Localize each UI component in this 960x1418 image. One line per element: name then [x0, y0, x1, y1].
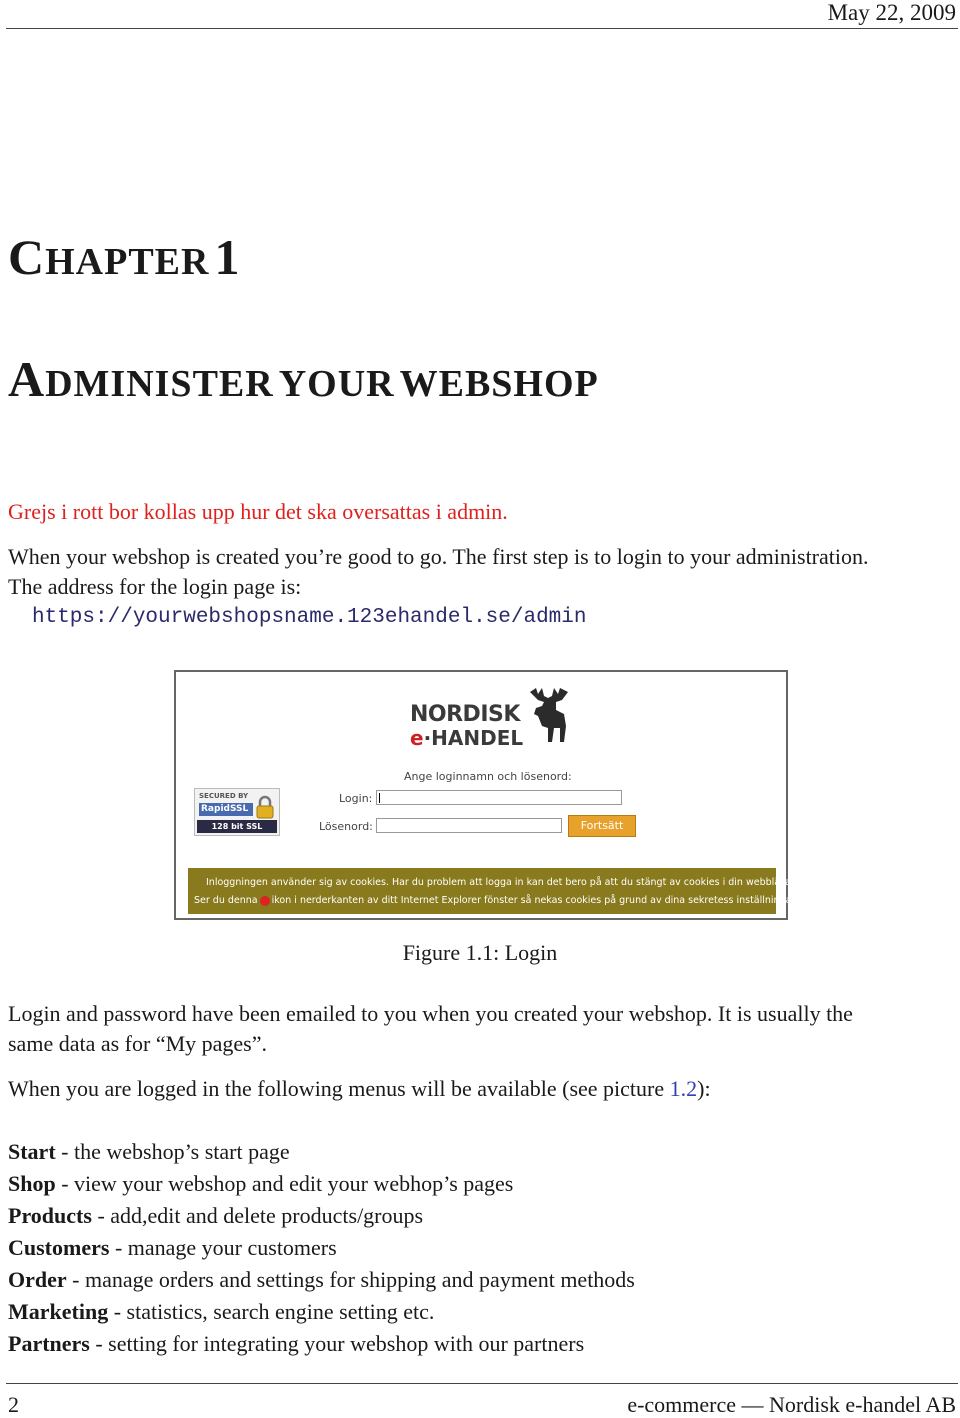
- menu-item-marketing: Marketing - statistics, search engine setting etc.: [8, 1299, 435, 1324]
- login-url[interactable]: https://yourwebshopsname.123ehandel.se/admin: [32, 606, 587, 629]
- chapter-heading: CHAPTER 1: [8, 229, 241, 285]
- rapidssl-badge: SECURED BY RapidSSL 128 bit SSL Security: [194, 788, 280, 836]
- blocked-cookie-icon: [260, 896, 270, 906]
- login-label: Login:: [339, 792, 373, 805]
- intro-paragraph-line1: When your webshop is created you’re good to go. The first step is to login to your administration.: [8, 544, 869, 569]
- menu-item-products: Products - add,edit and delete products/groups: [8, 1203, 424, 1228]
- credentials-paragraph-line1: Login and password have been emailed to you when you created your webshop. It is usually the: [8, 1001, 853, 1026]
- continue-button[interactable]: Fortsätt: [568, 815, 636, 837]
- intro-paragraph-line2: The address for the login page is:: [8, 574, 302, 599]
- password-label: Lösenord:: [319, 820, 373, 833]
- password-input[interactable]: [376, 818, 562, 833]
- menu-item-order: Order - manage orders and settings for shipping and payment methods: [8, 1267, 635, 1292]
- login-prompt: Ange loginnamn och lösenord:: [404, 770, 572, 783]
- cookie-notice-line2: Ser du denna ikon i nerderkanten av ditt Internet Explorer fönster så nekas cookies på grund av dina sekretess inställningar: [194, 895, 796, 906]
- menu-item-start: Start - the webshop’s start page: [8, 1139, 290, 1164]
- menu-item-shop: Shop - view your webshop and edit your webhop’s pages: [8, 1171, 514, 1196]
- nordisk-ehandel-logo: NORDISK e·HANDEL: [410, 686, 570, 748]
- running-footer: e-commerce — Nordisk e-handel AB: [627, 1392, 956, 1417]
- menu-item-partners: Partners - setting for integrating your webshop with our partners: [8, 1331, 585, 1356]
- login-screenshot-figure: [174, 670, 804, 920]
- menus-intro: When you are logged in the following menus will be available (see picture 1.2):: [8, 1076, 711, 1101]
- header-rule: [6, 28, 958, 29]
- cookie-notice-line1: Inloggningen använder sig av cookies. Har du problem att logga in kan det bero på att du stängt av cookies i din webbläsare.: [206, 877, 804, 888]
- figure-caption: Figure 1.1: Login: [402, 940, 558, 965]
- credentials-paragraph-line2: same data as for “My pages”.: [8, 1031, 268, 1056]
- moose-icon: [526, 686, 572, 744]
- running-header-date: May 22, 2009: [827, 0, 956, 25]
- menu-item-customers: Customers - manage your customers: [8, 1235, 337, 1260]
- page-number: 2: [8, 1392, 19, 1417]
- login-input[interactable]: [376, 790, 622, 805]
- figure-reference-link[interactable]: 1.2: [669, 1076, 698, 1101]
- footer-rule: [6, 1383, 958, 1384]
- cookie-notice: [188, 868, 804, 914]
- translation-note: Grejs i rott bor kollas upp hur det ska oversattas i admin.: [8, 499, 508, 524]
- lock-icon: [255, 795, 275, 819]
- chapter-title: ADMINISTER YOUR WEBSHOP: [8, 351, 599, 407]
